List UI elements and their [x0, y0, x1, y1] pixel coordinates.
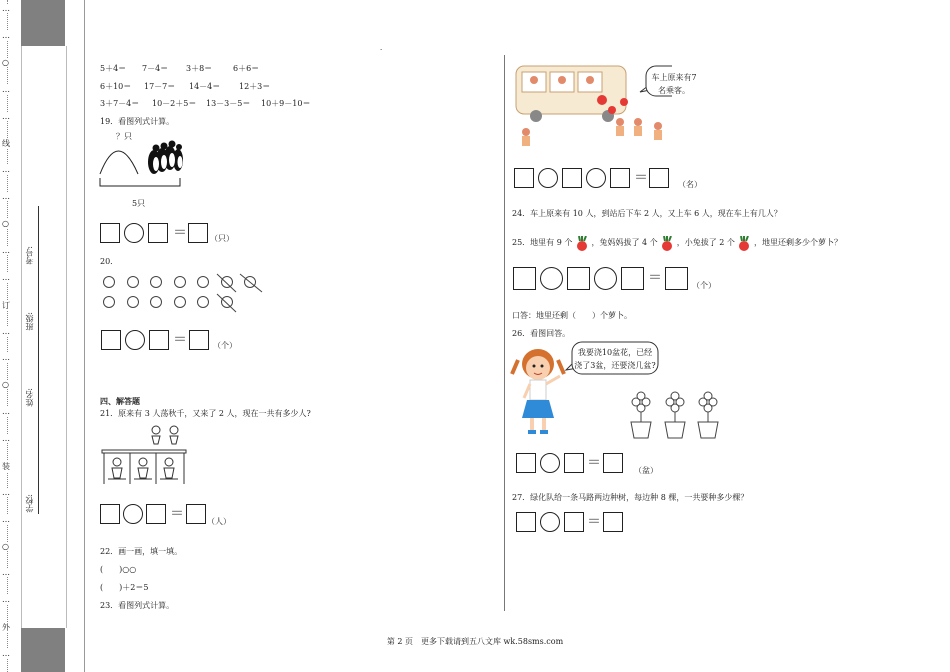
section-heading: 四、解答题	[100, 396, 140, 406]
q25-text-4: ，地里还剩多少个萝卜？	[754, 238, 843, 247]
q23-speech-bubble-text: 车上原来有7名乘客。	[651, 73, 697, 95]
answer-box[interactable]	[610, 168, 630, 188]
circle	[127, 296, 139, 308]
answer-box[interactable]	[564, 512, 584, 532]
margin-glyph: …	[2, 434, 10, 443]
equals-sign: ＝	[587, 514, 601, 530]
unit-label: （名）	[678, 180, 702, 189]
unit-label: （个）	[692, 281, 716, 290]
q22-title: 22．画一画，填一填。	[100, 547, 183, 556]
unit-label: （人）	[207, 517, 231, 526]
answer-box[interactable]	[188, 223, 208, 243]
operator-circle[interactable]	[594, 267, 617, 290]
calc-item: 6＋10＝	[100, 82, 132, 91]
calc-item: 10＋9－10＝	[261, 99, 311, 108]
margin-glyph: …	[2, 112, 10, 121]
circle	[150, 276, 162, 288]
q25-text-3: ，小兔拔了 2 个	[676, 238, 735, 247]
margin-glyph: …	[2, 568, 10, 577]
top-dot: ·	[380, 46, 383, 54]
operator-circle[interactable]	[125, 330, 145, 350]
calc-item: 12＋3＝	[239, 82, 271, 91]
margin-glyph: …	[2, 595, 10, 604]
equals-sign: ＝	[173, 225, 187, 241]
margin-glyph: …	[2, 649, 10, 658]
circle	[103, 276, 115, 288]
answer-box[interactable]	[101, 330, 121, 350]
unit-label: （个）	[213, 341, 237, 350]
margin-glyph: 订	[2, 301, 10, 310]
circle	[127, 276, 139, 288]
margin-glyph: …	[2, 192, 10, 201]
margin-glyph: 线	[2, 139, 10, 148]
margin-glyph: 装	[2, 462, 10, 471]
q19-top-label: ？只	[116, 132, 132, 141]
calc-item: 17－7＝	[144, 82, 176, 91]
margin-glyph: …	[2, 273, 10, 282]
q22-line2: ( )＋2＝5	[100, 583, 149, 592]
margin-glyph: ○	[2, 380, 9, 389]
margin-glyph: 外	[2, 623, 10, 632]
margin-glyph: …	[2, 85, 10, 94]
exam-no-label: 考号:	[25, 246, 34, 265]
answer-box[interactable]	[513, 267, 536, 290]
answer-box[interactable]	[100, 504, 120, 524]
circle	[197, 296, 209, 308]
margin-glyph: …	[2, 246, 10, 255]
radish-icon	[660, 236, 674, 250]
unit-label: （盆）	[634, 466, 658, 475]
circle	[174, 296, 186, 308]
equals-sign: ＝	[587, 455, 601, 471]
q19-title: 19．看图列式计算。	[100, 117, 175, 126]
answer-box[interactable]	[189, 330, 209, 350]
calc-item: 7－4＝	[142, 64, 169, 73]
column-separator	[504, 55, 505, 611]
answer-box[interactable]	[186, 504, 206, 524]
q25-text-2: ，兔妈妈拔了 4 个	[591, 238, 658, 247]
equals-sign: ＝	[634, 170, 648, 186]
answer-box[interactable]	[564, 453, 584, 473]
answer-box[interactable]	[148, 223, 168, 243]
answer-box[interactable]	[100, 223, 120, 243]
q24-title: 24．车上原来有 10 人，到站后下车 2 人，又上车 6 人，现在车上有几人？	[512, 209, 782, 218]
radish-icon	[737, 236, 751, 250]
answer-box[interactable]	[516, 512, 536, 532]
q25-oral-answer: 口答：地里还剩（ ）个萝卜。	[512, 311, 632, 320]
q26-speech-bubble-text: 我要浇10盆花，已经浇了3盆，还要浇几盆?	[574, 348, 656, 370]
calc-item: 13－3－5＝	[206, 99, 251, 108]
name-line	[38, 296, 39, 406]
calc-item: 10－2＋5＝	[152, 99, 197, 108]
q20-title: 20．	[100, 257, 119, 266]
calc-item: 14－4＝	[189, 82, 221, 91]
calc-item: 3＋7－4＝	[100, 99, 140, 108]
answer-box[interactable]	[567, 267, 590, 290]
page-margin-rule	[84, 0, 85, 672]
calc-item: 3＋8＝	[186, 64, 213, 73]
circle	[103, 296, 115, 308]
unit-label: （只）	[210, 234, 234, 243]
operator-circle[interactable]	[124, 223, 144, 243]
operator-circle[interactable]	[540, 512, 560, 532]
margin-glyph: …	[2, 327, 10, 336]
school-label: 学校:	[25, 494, 34, 513]
operator-circle[interactable]	[540, 453, 560, 473]
margin-glyph: …	[2, 488, 10, 497]
equals-sign: ＝	[170, 506, 184, 522]
cross-strokes	[216, 272, 266, 314]
margin-glyph: …	[2, 407, 10, 416]
margin-glyph: …	[2, 165, 10, 174]
margin-glyph: ○	[2, 58, 9, 67]
operator-circle[interactable]	[586, 168, 606, 188]
q25-title	[512, 236, 842, 250]
operator-circle[interactable]	[123, 504, 143, 524]
operator-circle[interactable]	[540, 267, 563, 290]
answer-box[interactable]	[514, 168, 534, 188]
margin-glyph: ○	[2, 219, 9, 228]
q19-bottom-label: 5只	[132, 199, 146, 208]
margin-glyph: …	[2, 31, 10, 40]
equals-sign: ＝	[648, 270, 662, 286]
answer-box[interactable]	[649, 168, 669, 188]
radish-icon	[575, 236, 589, 250]
school-line	[38, 394, 39, 514]
student-info-strip	[21, 46, 67, 628]
margin-gray-block-top	[21, 0, 65, 46]
calc-item: 6＋6＝	[233, 64, 260, 73]
operator-circle[interactable]	[538, 168, 558, 188]
answer-box[interactable]	[149, 330, 169, 350]
equals-sign: ＝	[173, 332, 187, 348]
name-label: 姓名:	[25, 388, 34, 407]
answer-box[interactable]	[621, 267, 644, 290]
answer-box[interactable]	[665, 267, 688, 290]
q26-title: 26．看图回答。	[512, 329, 571, 338]
margin-glyph: …	[2, 353, 10, 362]
answer-box[interactable]	[562, 168, 582, 188]
page-footer: 第 2 页 更多下载请到五八文库 wk.58sms.com	[386, 637, 564, 646]
circle	[174, 276, 186, 288]
q22-line1: ( )○○	[100, 565, 137, 574]
answer-box[interactable]	[146, 504, 166, 524]
q21-title: 21．原来有 3 人荡秋千，又来了 2 人，现在一共有多少人?	[100, 409, 311, 418]
class-line	[38, 206, 39, 306]
q23-bus-figure	[512, 56, 672, 152]
margin-glyph: ○	[2, 542, 9, 551]
circle	[197, 276, 209, 288]
margin-glyph: …	[2, 4, 10, 13]
margin-gray-block-bottom	[21, 628, 65, 672]
q19-figure	[96, 136, 186, 198]
margin-glyph: …	[2, 515, 10, 524]
circle	[150, 296, 162, 308]
class-label: 班级:	[25, 312, 34, 331]
q21-swing-figure	[100, 424, 190, 486]
q23-title: 23．看图列式计算。	[100, 601, 175, 610]
q25-text-1: 25．地里有 9 个	[512, 238, 573, 247]
calc-item: 5＋4＝	[100, 64, 127, 73]
answer-box[interactable]	[603, 453, 623, 473]
answer-box[interactable]	[516, 453, 536, 473]
q27-title: 27．绿化队给一条马路两边种树，每边种 8 棵，一共要种多少棵？	[512, 493, 749, 502]
answer-box[interactable]	[603, 512, 623, 532]
